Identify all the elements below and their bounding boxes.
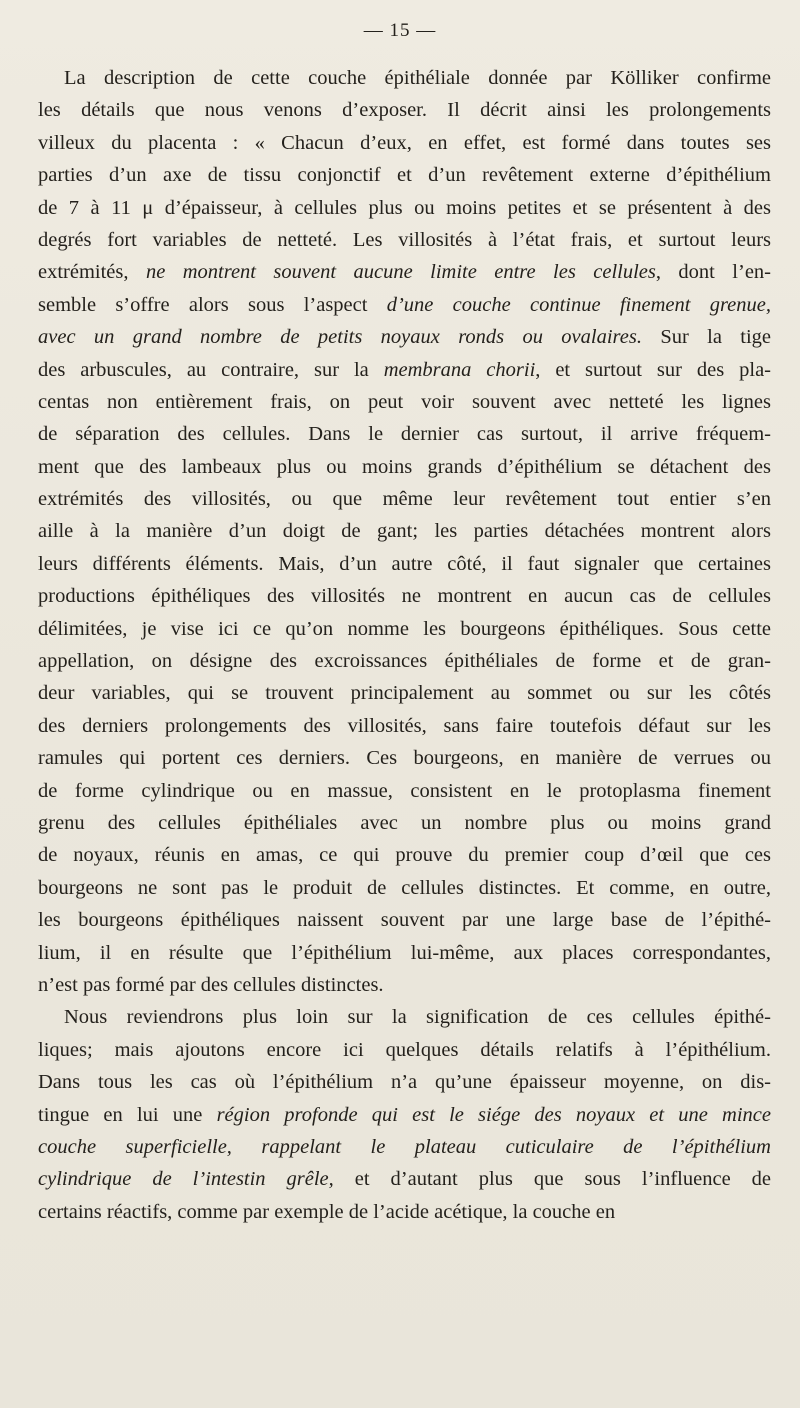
text-segment: de noyaux, réunis en amas, ce qui prouve du premier coup d’œil que ces — [38, 844, 771, 867]
text-segment: les détails que nous venons d’exposer. Il décrit ainsi les prolongements — [38, 99, 771, 122]
text-line — [38, 515, 771, 547]
text-segment: de forme cylindrique ou en massue, consistent en le protoplasma finement — [38, 779, 771, 802]
text-segment: ment que des lambeaux plus ou moins grands d’épithélium se détachent des — [38, 455, 771, 478]
text-segment: villeux du placenta : « Chacun d’eux, en effet, est formé dans toutes ses — [38, 131, 771, 154]
text-segment: des derniers prolongements des villosités, sans faire toutefois défaut sur les — [38, 714, 771, 737]
text-line — [38, 1099, 771, 1131]
text-line — [38, 1066, 771, 1098]
text-segment: et d’autant plus que sous l’influence de — [333, 1168, 771, 1191]
page-number: — 15 — — [363, 20, 437, 41]
text-line — [38, 62, 771, 94]
text-line — [38, 483, 771, 515]
text-line — [38, 1196, 771, 1228]
text-line — [38, 1163, 771, 1195]
text-segment: productions épithéliques des villosités ne montrent en aucun cas de cellules — [38, 585, 771, 608]
text-segment: bourgeons ne sont pas le produit de cellules distinctes. Et comme, en outre, — [38, 876, 771, 899]
text-segment: de 7 à 11 μ d’épaisseur, à cellules plus ou moins petites et se présentent à des — [38, 196, 771, 219]
text-line — [38, 839, 771, 871]
text-line — [38, 1001, 771, 1033]
text-segment: Nous reviendrons plus loin sur la signification de ces cellules épithé- — [64, 1006, 771, 1029]
italic-text: cylindrique de l’intestin grêle, — [38, 1168, 334, 1191]
italic-text: avec un grand nombre de petits noyaux ronds ou ovalaires. — [38, 326, 642, 349]
text-line — [38, 807, 771, 839]
text-body — [38, 62, 771, 1228]
text-segment: des arbuscules, au contraire, sur la — [38, 358, 384, 381]
text-segment: degrés fort variables de netteté. Les villosités à l’état frais, et surtout leurs — [38, 228, 771, 251]
text-line — [38, 159, 771, 191]
text-segment: leurs différents éléments. Mais, d’un autre côté, il faut signaler que certaines — [38, 552, 771, 575]
text-line — [38, 1131, 771, 1163]
italic-text: ne montrent souvent aucune limite entre les cellules — [145, 261, 656, 284]
text-segment: extrémités des villosités, ou que même leur revêtement tout entier s’en — [38, 488, 771, 511]
text-segment: liques; mais ajoutons encore ici quelques détails relatifs à l’épithélium. — [38, 1038, 771, 1061]
text-segment: , et surtout sur des pla- — [535, 358, 771, 381]
text-line — [38, 418, 771, 450]
text-line — [38, 386, 771, 418]
text-line — [38, 710, 771, 742]
text-segment: semble s’offre alors sous l’aspect — [38, 293, 387, 316]
text-line — [38, 613, 771, 645]
text-line — [38, 580, 771, 612]
italic-text: membrana chorii — [383, 358, 536, 381]
text-segment: certains réactifs, comme par exemple de l’acide acétique, la couche en — [38, 1200, 616, 1223]
text-line — [38, 969, 771, 1001]
text-line — [38, 289, 771, 321]
text-line — [38, 645, 771, 677]
italic-text: région profonde qui est le siége des noyaux et une mince — [216, 1103, 771, 1126]
text-segment: Dans tous les cas où l’épithélium n’a qu’une épaisseur moyenne, on dis- — [38, 1071, 771, 1094]
text-segment: de séparation des cellules. Dans le dernier cas surtout, il arrive fréquem- — [38, 423, 771, 446]
text-line — [38, 677, 771, 709]
text-line — [38, 354, 771, 386]
text-segment: centas non entièrement frais, on peut voir souvent avec netteté les lignes — [38, 390, 771, 413]
text-segment: lium, il en résulte que l’épithélium lui-même, aux places correspondantes, — [38, 941, 771, 964]
text-line — [38, 775, 771, 807]
text-line — [38, 224, 771, 256]
text-line — [38, 321, 771, 353]
text-segment: Sur la tige — [641, 326, 771, 349]
text-segment: extrémités, — [38, 261, 146, 284]
text-line — [38, 872, 771, 904]
text-line — [38, 742, 771, 774]
text-segment: délimitées, je vise ici ce qu’on nomme les bourgeons épithéliques. Sous cette — [38, 617, 771, 640]
text-segment: appellation, on désigne des excroissances épithéliales de forme et de gran- — [38, 650, 771, 673]
text-segment: n’est pas formé par des cellules distinctes. — [38, 973, 384, 996]
text-line — [38, 94, 771, 126]
text-line — [38, 451, 771, 483]
text-line — [38, 1034, 771, 1066]
text-segment: les bourgeons épithéliques naissent souvent par une large base de l’épithé- — [38, 909, 771, 932]
text-segment: parties d’un axe de tissu conjonctif et d’un revêtement externe d’épithélium — [38, 164, 771, 187]
text-line — [38, 548, 771, 580]
text-line — [38, 256, 771, 288]
text-line — [38, 127, 771, 159]
text-line — [38, 904, 771, 936]
text-segment: La description de cette couche épithéliale donnée par Kölliker confirme — [64, 67, 771, 89]
text-line — [38, 192, 771, 224]
text-segment: grenu des cellules épithéliales avec un nombre plus ou moins grand — [38, 811, 771, 834]
text-line — [38, 937, 771, 969]
text-segment: ramules qui portent ces derniers. Ces bourgeons, en manière de verrues ou — [38, 747, 771, 770]
italic-text: couche superficielle, rappelant le plateau cuticulaire de l’épithélium — [38, 1135, 771, 1158]
text-segment: aille à la manière d’un doigt de gant; les parties détachées montrent alors — [38, 520, 771, 543]
italic-text: d’une couche continue finement grenue, — [386, 293, 771, 316]
text-segment: tingue en lui une — [38, 1103, 217, 1126]
text-segment: deur variables, qui se trouvent principalement au sommet ou sur les côtés — [38, 682, 771, 705]
text-segment: , dont l’en- — [655, 261, 771, 284]
